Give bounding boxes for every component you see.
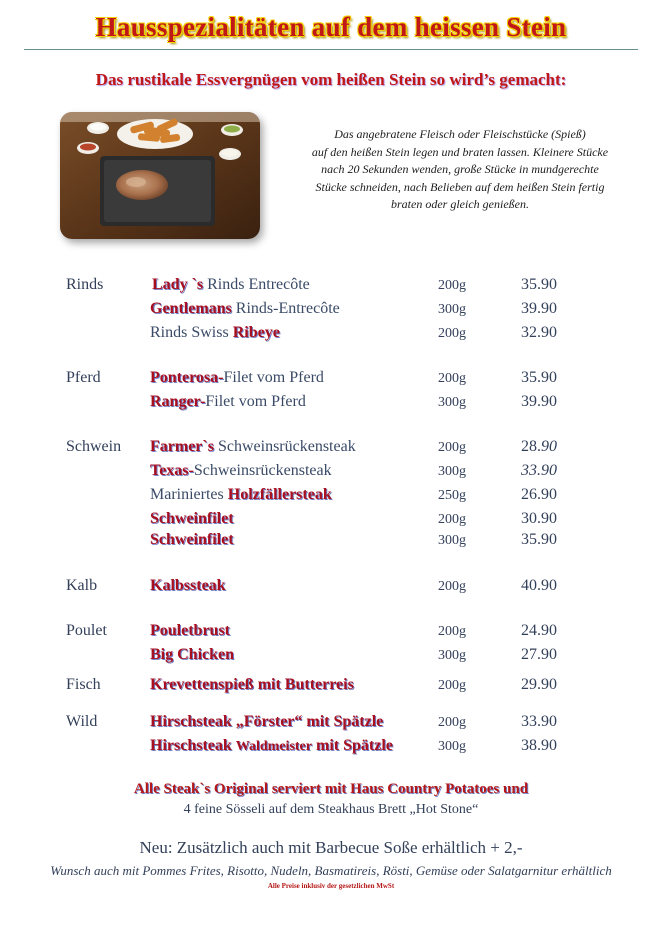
- dish-name-bold: Texas-: [150, 462, 194, 479]
- dish-name-bold: mit Spätzle: [312, 737, 393, 754]
- menu-price: 30.90: [521, 510, 557, 527]
- menu-item-row: [0, 393, 662, 415]
- price-whole: 28.: [521, 438, 541, 455]
- menu-weight: 200g: [438, 579, 466, 594]
- dish-name-rest: Filet vom Pferd: [223, 369, 324, 386]
- menu-weight: 200g: [438, 326, 466, 341]
- dish-name-bold: Schweinfilet: [150, 510, 234, 527]
- menu-item-row: [0, 486, 662, 508]
- menu-category: Wild: [66, 713, 98, 730]
- sauces-note: 4 feine Sösseli auf dem Steakhaus Brett „Hot Stone“: [183, 802, 479, 817]
- menu-weight: 300g: [438, 464, 466, 479]
- menu-price: 35.90: [521, 369, 557, 386]
- dish-name-bold: Ponterosa-: [150, 369, 224, 386]
- menu-weight: 300g: [438, 648, 466, 663]
- price-cents: 90: [541, 438, 557, 455]
- intro-line: auf den heißen Stein legen und braten lassen. Kleinere Stücke: [311, 144, 609, 159]
- menu-item-row: [0, 300, 662, 322]
- dish-name-bold: Pouletbrust: [150, 622, 230, 639]
- dish-name-bold: Ribeye: [232, 324, 280, 341]
- menu-dish: [150, 713, 383, 731]
- dish-name-bold: Hirschsteak „Förster“ mit Spätzle: [150, 713, 384, 730]
- menu-dish: [150, 646, 234, 664]
- menu-category: Rinds: [66, 276, 104, 293]
- menu-price: 39.90: [521, 393, 557, 410]
- menu-weight: 300g: [438, 395, 466, 410]
- menu-weight: 200g: [438, 678, 466, 693]
- menu-item-row: [0, 324, 662, 346]
- menu-dish: [150, 737, 393, 755]
- page-subtitle: Das rustikale Essvergnügen vom heißen Stein so wird’s gemacht:: [95, 70, 567, 89]
- menu-price: 33.90: [521, 462, 557, 479]
- intro-line: braten oder gleich genießen.: [391, 197, 529, 211]
- menu-weight: 200g: [438, 715, 466, 730]
- menu-dish: [150, 438, 356, 456]
- menu-dish: [150, 510, 234, 528]
- menu-weight: 200g: [438, 371, 466, 386]
- menu-price: 39.90: [521, 300, 557, 317]
- dish-name-bold: Farmer`s: [150, 438, 214, 455]
- dish-name-rest: Schweinsrückensteak: [213, 438, 356, 455]
- dish-name-bold: Kalbssteak: [150, 577, 226, 594]
- menu-dish: [150, 531, 234, 549]
- menu-item-row: [0, 713, 662, 735]
- menu-price: 40.90: [521, 577, 557, 594]
- menu-dish: [152, 276, 310, 294]
- menu-dish: [150, 462, 332, 480]
- menu-item-row: [0, 646, 662, 668]
- menu-item-row: [0, 676, 662, 698]
- serving-note: Alle Steak`s Original serviert mit Haus Country Potatoes und: [133, 781, 529, 797]
- menu-weight: 200g: [438, 624, 466, 639]
- menu-dish: [150, 369, 324, 387]
- menu-price: 32.90: [521, 324, 557, 341]
- menu-weight: 200g: [438, 440, 466, 455]
- menu-category: Poulet: [66, 622, 107, 639]
- menu-price: 24.90: [521, 622, 557, 639]
- menu-price: 33.90: [521, 713, 557, 730]
- dish-name-rest: Rinds Entrecôte: [203, 276, 310, 293]
- dish-name-pre: Rinds Swiss: [150, 324, 233, 341]
- sides-note: Wunsch auch mit Pommes Frites, Risotto, Nudeln, Basmatireis, Rösti, Gemüse oder Salatgarnitur erhältlich: [50, 863, 612, 878]
- menu-category: Kalb: [66, 577, 98, 594]
- menu-price: 38.90: [521, 737, 557, 754]
- dish-name-bold: Schweinfilet: [150, 531, 234, 548]
- dish-name-bold: Hirschsteak: [150, 737, 236, 754]
- dish-name-rest: Filet vom Pferd: [205, 393, 306, 410]
- menu-price: 26.90: [521, 486, 557, 503]
- menu-dish: [150, 300, 340, 318]
- dish-name-bold: Holzfällersteak: [227, 486, 332, 503]
- menu-price: [521, 438, 557, 456]
- intro-line: Stücke schneiden, nach Belieben auf dem heißen Stein fertig: [315, 179, 605, 194]
- page-title: Hausspezialitäten auf dem heissen Stein: [95, 12, 567, 42]
- menu-item-row: [0, 510, 662, 532]
- dish-name-bold: Lady `s: [152, 276, 204, 293]
- menu-weight: 300g: [438, 533, 466, 548]
- menu-category: Fisch: [66, 676, 101, 693]
- menu-dish: [150, 622, 230, 640]
- menu-weight: 250g: [438, 488, 466, 503]
- barbecue-note: Neu: Zusätzlich auch mit Barbecue Soße erhältlich + 2,-: [139, 838, 523, 857]
- menu-price: 27.90: [521, 646, 557, 663]
- menu-item-row: [0, 369, 662, 391]
- menu-price: 29.90: [521, 676, 557, 693]
- menu-category: Schwein: [66, 438, 122, 455]
- menu-dish: [150, 393, 306, 411]
- dish-name-bold: Ranger-: [150, 393, 206, 410]
- intro-line: Das angebratene Fleisch oder Fleischstücke (Spieß): [334, 127, 586, 141]
- menu-item-row: [0, 276, 662, 298]
- menu-category: Pferd: [66, 369, 101, 386]
- menu-item-row: [0, 438, 662, 460]
- dish-name-rest: Schweinsrückensteak: [193, 462, 332, 479]
- menu-price: 35.90: [521, 276, 557, 293]
- menu-item-row: [0, 737, 662, 759]
- vat-note: Alle Preise inklusiv der gesetzlichen MwSt: [267, 882, 395, 890]
- menu-weight: 300g: [438, 302, 466, 317]
- menu-weight: 200g: [438, 278, 466, 293]
- menu-item-row: [0, 577, 662, 599]
- menu-dish: [150, 577, 226, 595]
- menu-price: 35.90: [521, 531, 557, 548]
- menu-item-row: [0, 531, 662, 553]
- dish-name-small: Waldmeister: [235, 739, 312, 754]
- dish-name-bold: Big Chicken: [150, 646, 235, 663]
- menu-weight: 300g: [438, 739, 466, 754]
- dish-name-bold: Krevettenspieß mit Butterreis: [150, 676, 354, 693]
- dish-name-pre: Mariniertes: [150, 486, 228, 503]
- menu-dish: [150, 676, 354, 694]
- menu-dish: [150, 486, 332, 504]
- intro-line: nach 20 Sekunden wenden, große Stücke in mundgerechte: [321, 162, 599, 176]
- dish-name-bold: Gentlemans: [150, 300, 232, 317]
- menu-weight: 200g: [438, 512, 466, 527]
- menu-item-row: [0, 462, 662, 484]
- menu-item-row: [0, 622, 662, 644]
- menu-dish: [150, 324, 280, 342]
- dish-name-rest: Rinds-Entrecôte: [231, 300, 340, 317]
